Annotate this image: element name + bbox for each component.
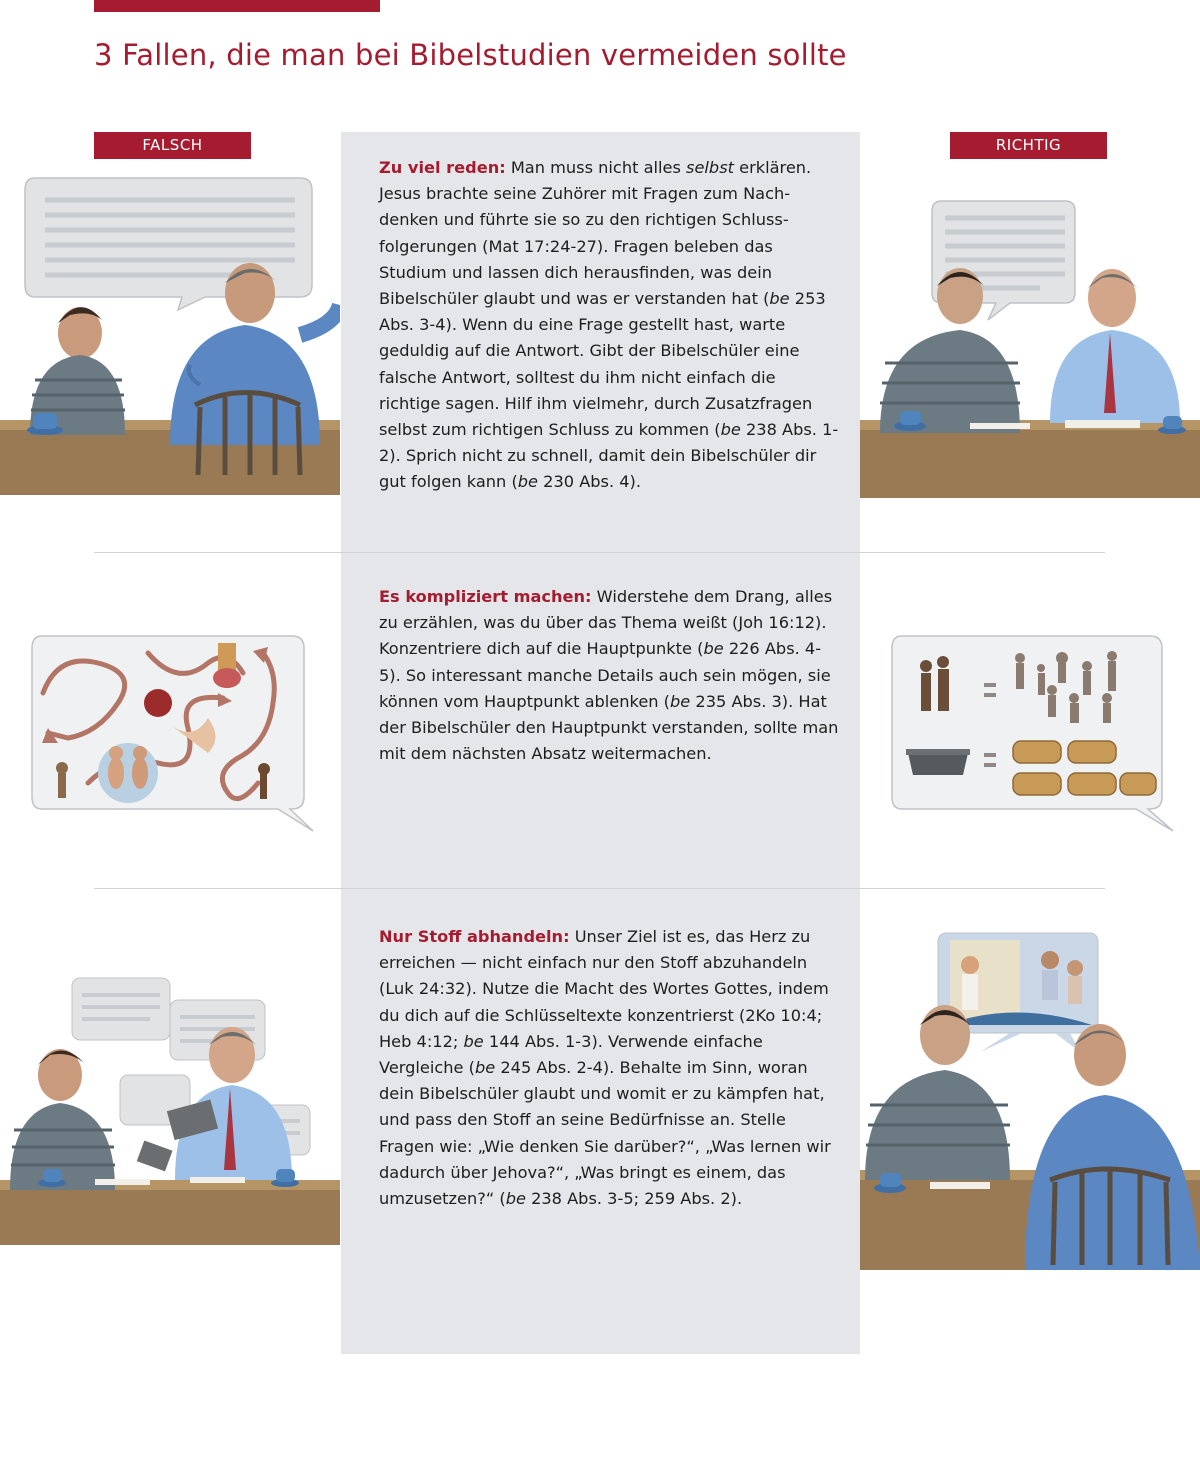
reference-abbrev: be bbox=[517, 472, 538, 492]
section-divider bbox=[94, 888, 1105, 889]
label-right: RICHTIG bbox=[950, 132, 1107, 159]
illustration-too-much-talking-wrong bbox=[0, 175, 340, 495]
top-accent-bar bbox=[94, 0, 380, 12]
reference-abbrev: be bbox=[769, 289, 790, 309]
body-text: Unser Ziel ist es, das Herz zu erreichen — nicht einfach nur den Stoff abzuhandeln (Luk 24:32). Nutze die Macht des Wortes Gottes, indem du dich auf die Schlüsseltexte konzentrierst (2Ko 10:4; Heb 4:12; bbox=[379, 927, 829, 1051]
body-text: Man muss nicht alles bbox=[505, 158, 687, 177]
body-text: 253 Abs. 3-4). Wenn du eine Frage gestellt hast, warte geduldig auf die Antwort. Gibt der Bibelschüler eine falsche Antwort, solltest du ihm nicht einfach die richtige sagen. Hilf ihm vielmehr, durch Zusatzfragen selbst zum richtigen Schluss zu kommen ( bbox=[379, 289, 826, 440]
reference-abbrev: be bbox=[670, 691, 691, 711]
reference-abbrev: be bbox=[703, 639, 724, 659]
reference-abbrev: be bbox=[720, 420, 741, 440]
section-1-text bbox=[379, 155, 839, 496]
body-text: 226 Abs. 4-5). So interessant manche Details auch sein mögen, sie können vom Hauptpunkt ablenken ( bbox=[379, 639, 831, 711]
body-text: 144 Abs. 1-3). Verwende einfache Vergleiche ( bbox=[379, 1031, 763, 1078]
section-2-text bbox=[379, 584, 839, 767]
section-heading: Nur Stoff abhandeln: bbox=[379, 927, 570, 946]
body-text: 238 Abs. 3-5; 259 Abs. 2). bbox=[525, 1189, 743, 1209]
body-text: Widerstehe dem Drang, alles zu erzählen, was du über das Thema weißt (Joh 16:12). Konzentriere dich auf die Hauptpunkte ( bbox=[379, 587, 833, 659]
page-title: 3 Fallen, die man bei Bibelstudien vermeiden sollte bbox=[94, 38, 847, 72]
illustration-covering-material-right bbox=[860, 930, 1200, 1270]
reference-abbrev: selbst bbox=[686, 158, 734, 177]
reference-abbrev: be bbox=[474, 1058, 496, 1078]
illustration-complicated-right bbox=[888, 633, 1178, 833]
illustration-too-much-talking-right bbox=[860, 198, 1200, 498]
body-text: erklären. Jesus brachte seine Zuhörer mit Fragen zum Nachdenken und führte sie so zu den richtigen Schlussfolgerungen (Mat 17:24-27). Fragen beleben das Studium und lassen dich herausfinden, was dein Bibelschüler glaubt und was er verstanden hat ( bbox=[379, 158, 812, 309]
body-text: 245 Abs. 2-4). Behalte im Sinn, woran dein Bibelschüler glaubt und womit er zu kämpfen hat, und pass den Stoff an seine Bedürfnisse an. Stelle Fragen wie: „Wie denken Sie darüber?“, „Was lernen wir dadurch über Jehova?“, „Was bringt es einem, das umzusetzen?“ ( bbox=[379, 1058, 831, 1209]
section-3-text bbox=[379, 924, 839, 1212]
illustration-complicated-wrong bbox=[28, 633, 318, 833]
section-heading: Es kompliziert machen: bbox=[379, 587, 592, 606]
reference-abbrev: be bbox=[505, 1189, 526, 1209]
body-text: 235 Abs. 3). Hat der Bibelschüler den Hauptpunkt verstanden, sollte man mit dem nächsten Absatz weitermachen. bbox=[379, 691, 839, 764]
reference-abbrev: be bbox=[463, 1031, 484, 1051]
section-heading: Zu viel reden: bbox=[379, 158, 506, 177]
illustration-covering-material-wrong bbox=[0, 975, 340, 1245]
section-divider bbox=[94, 552, 1105, 553]
body-text: 238 Abs. 1-2). Sprich nicht zu schnell, damit dein Bibelschüler dir gut folgen kann ( bbox=[379, 420, 839, 492]
label-wrong: FALSCH bbox=[94, 132, 251, 159]
body-text: 230 Abs. 4). bbox=[538, 472, 642, 492]
